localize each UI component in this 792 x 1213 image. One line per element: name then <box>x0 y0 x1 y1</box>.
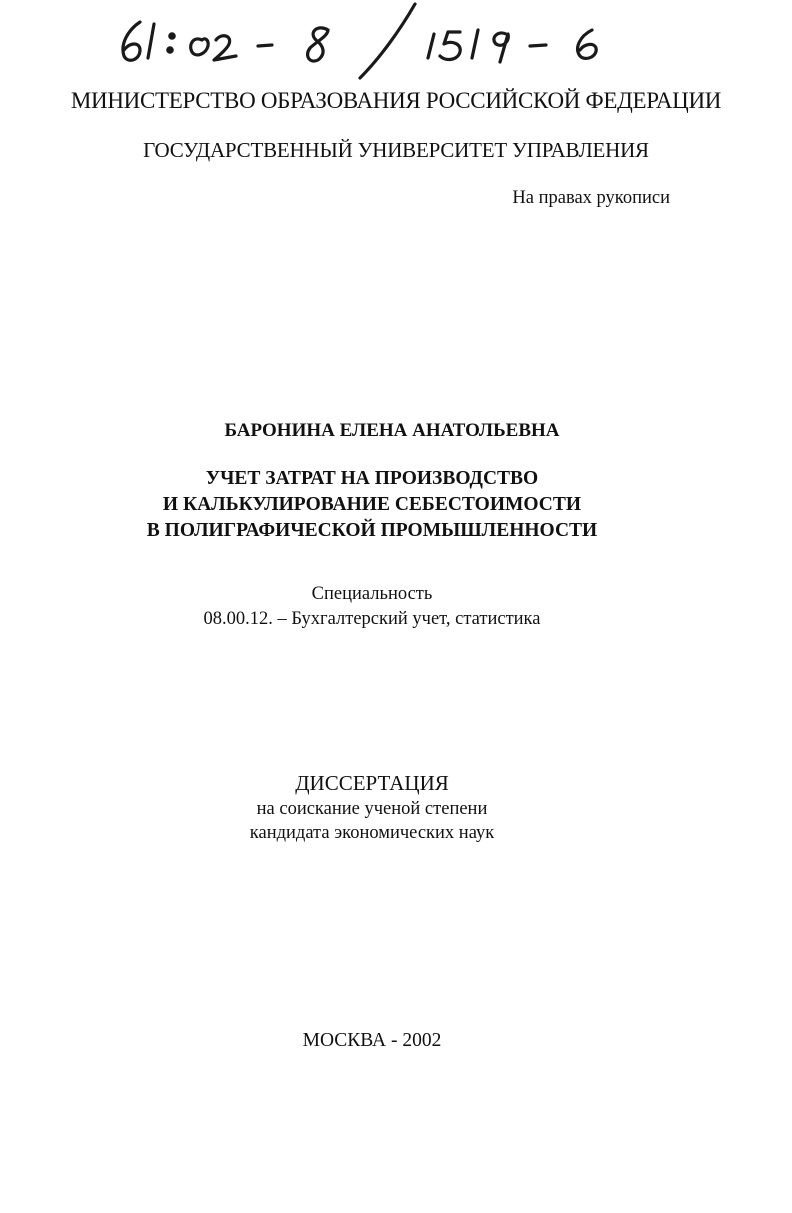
degree-line: кандидата экономических наук <box>249 823 495 843</box>
rights-note: На правах рукописи <box>512 188 670 208</box>
specialty-value: 08.00.12. – Бухгалтерский учет, статистика <box>203 609 541 629</box>
ministry-heading: МИНИСТЕРСТВО ОБРАЗОВАНИЯ РОССИЙСКОЙ ФЕДЕРАЦИИ <box>70 88 722 113</box>
specialty-label: Специальность <box>311 584 433 604</box>
handwritten-archive-code <box>110 0 630 80</box>
author-name: БАРОНИНА ЕЛЕНА АНАТОЛЬЕВНА <box>224 420 560 441</box>
city-year: МОСКВА - 2002 <box>302 1030 442 1051</box>
specialty-block <box>0 582 792 632</box>
dissertation-block <box>0 770 792 845</box>
dissertation-title <box>0 466 792 544</box>
university-heading: ГОСУДАРСТВЕННЫЙ УНИВЕРСИТЕТ УПРАВЛЕНИЯ <box>143 138 649 162</box>
title-line: И КАЛЬКУЛИРОВАНИЕ СЕБЕСТОИМОСТИ <box>162 494 582 515</box>
dissertation-heading: ДИССЕРТАЦИЯ <box>295 771 449 795</box>
title-line: В ПОЛИГРАФИЧЕСКОЙ ПРОМЫШЛЕННОСТИ <box>146 520 598 541</box>
degree-line: на соискание ученой степени <box>256 799 488 819</box>
title-line: УЧЕТ ЗАТРАТ НА ПРОИЗВОДСТВО <box>205 468 539 489</box>
